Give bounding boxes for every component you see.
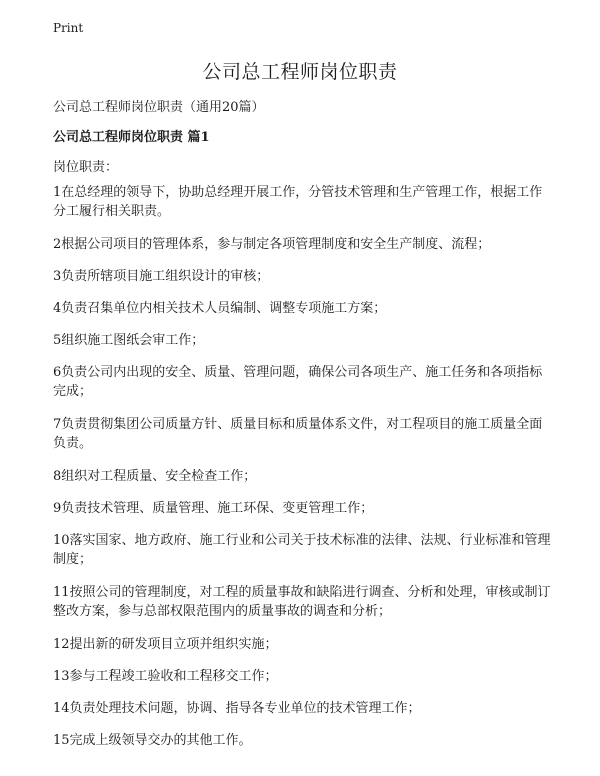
duty-item: 12提出新的研发项目立项并组织实施； <box>53 637 278 652</box>
duty-item: 11按照公司的管理制度，对工程的质量事故和缺陷进行调查、分析和处理，审核或制订整改方案，参与总部权限范围内的质量事故的调查和分析； <box>53 585 551 619</box>
section-heading: 公司总工程师岗位职责 篇1 <box>53 130 210 145</box>
duty-item: 6负责公司内出现的安全、质量、管理问题，确保公司各项生产、施工任务和各项指标完成； <box>53 365 543 399</box>
duty-item: 13参与工程竣工验收和工程移交工作； <box>53 669 278 684</box>
duty-item: 1在总经理的领导下，协助总经理开展工作，分管技术管理和生产管理工作，根据工作分工履行相关职责。 <box>53 185 543 219</box>
duty-list <box>53 183 553 763</box>
duty-item: 10落实国家、地方政府、施工行业和公司关于技术标准的法律、法规、行业标准和管理制度； <box>53 533 551 567</box>
duty-item: 4负责召集单位内相关技术人员编制、调整专项施工方案； <box>53 301 387 316</box>
duty-item: 3负责所辖项目施工组织设计的审核； <box>53 269 270 284</box>
duty-item: 2根据公司项目的管理体系，参与制定各项管理制度和安全生产制度、流程； <box>53 237 491 252</box>
page-title: 公司总工程师岗位职责 <box>202 61 398 83</box>
print-link[interactable]: Print <box>53 21 84 35</box>
duty-item: 7负责贯彻集团公司质量方针、质量目标和质量体系文件，对工程项目的施工质量全面负责。 <box>53 417 543 451</box>
duty-item: 5组织施工图纸会审工作； <box>53 333 205 348</box>
duty-item: 9负责技术管理、质量管理、施工环保、变更管理工作； <box>53 501 374 516</box>
document-subtitle: 公司总工程师岗位职责（通用20篇） <box>53 100 265 115</box>
duty-item: 8组织对工程质量、安全检查工作； <box>53 469 257 484</box>
duty-item: 14负责处理技术问题，协调、指导各专业单位的技术管理工作； <box>53 701 421 716</box>
duty-item: 15完成上级领导交办的其他工作。 <box>53 733 252 748</box>
duties-intro: 岗位职责： <box>53 160 119 175</box>
